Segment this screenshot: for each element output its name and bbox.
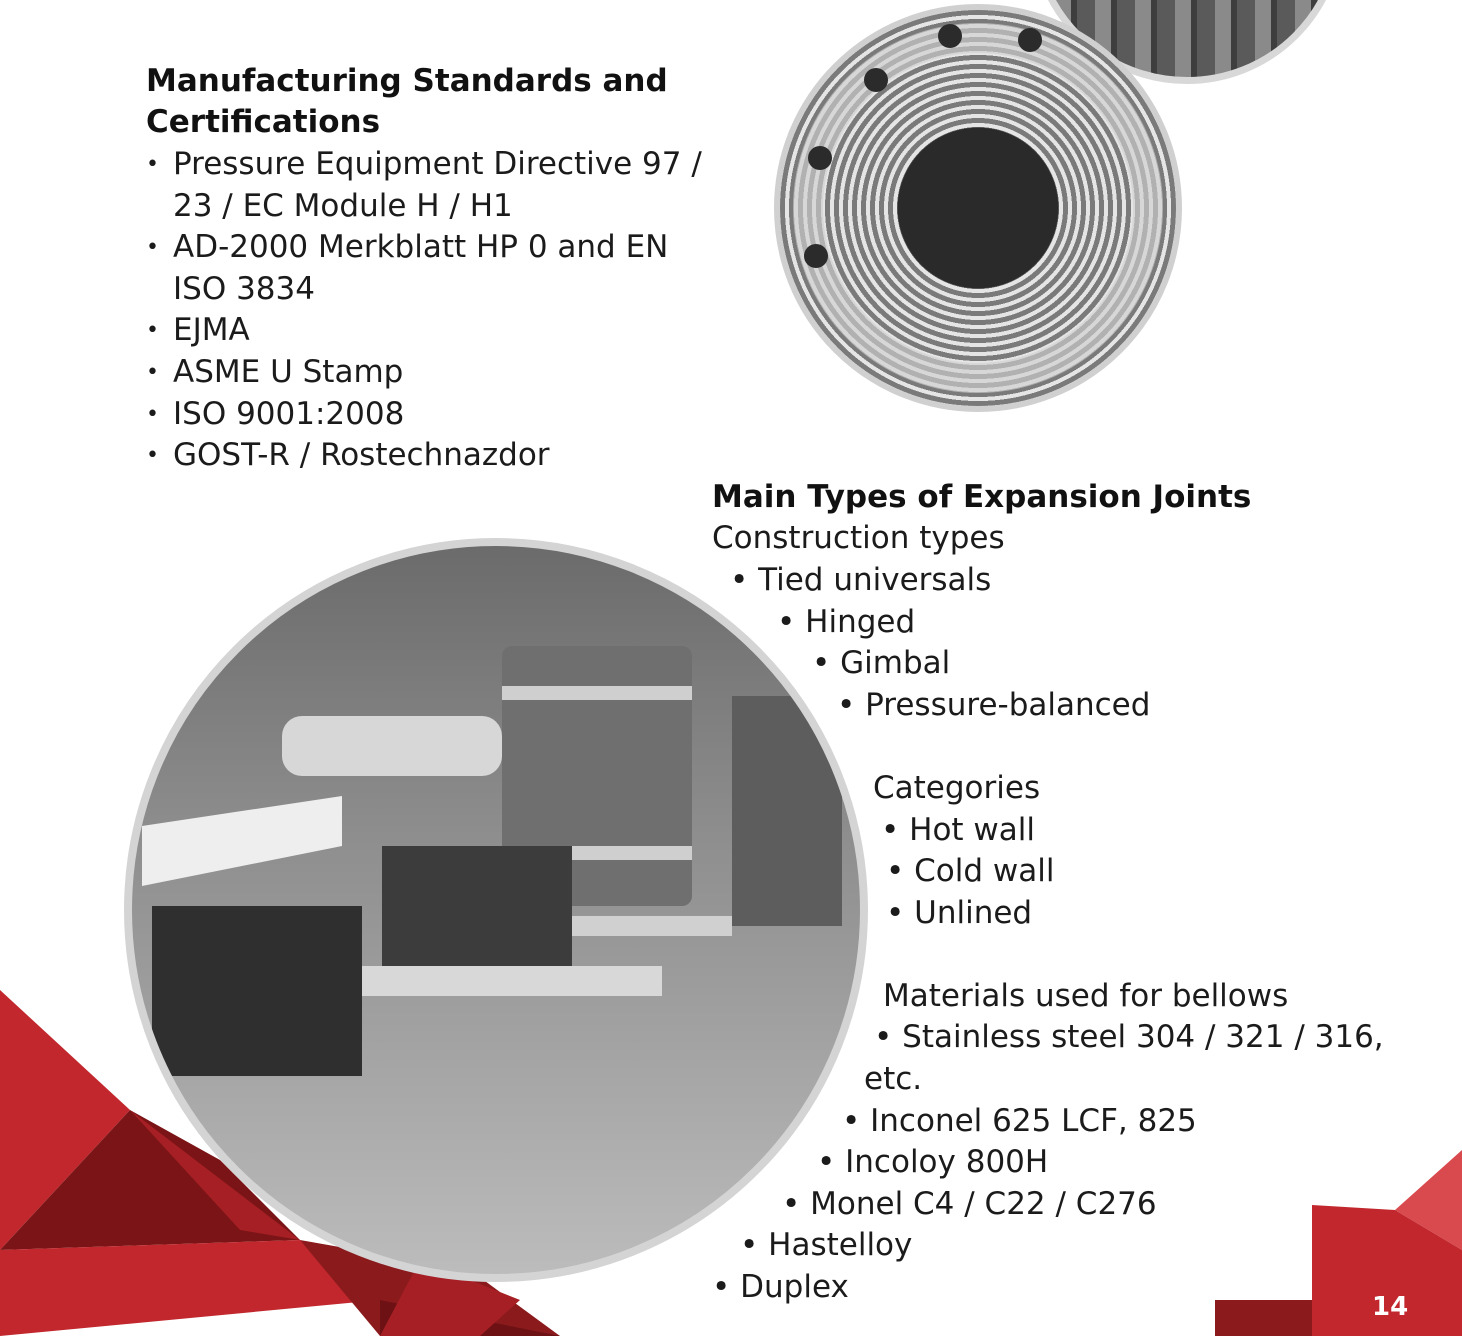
factory-expansion-joints-photo	[124, 538, 868, 1282]
material-item: • Stainless steel 304 / 321 / 316,	[874, 1019, 1384, 1055]
expansion-joints-heading: Main Types of Expansion Joints	[712, 479, 1252, 515]
flange-bolt-holes	[780, 10, 1176, 406]
factory-scene	[132, 546, 860, 1274]
certification-item: • AD-2000 Merkblatt HP 0 and EN ISO 3834	[146, 227, 726, 310]
material-item: • Incoloy 800H	[817, 1144, 1049, 1180]
category-item: • Hot wall	[881, 812, 1036, 848]
certifications-list	[146, 144, 726, 477]
material-item: • Duplex	[712, 1269, 849, 1305]
certifications-heading-line1: Manufacturing Standards and	[146, 63, 668, 99]
construction-item: • Pressure-balanced	[837, 687, 1151, 723]
category-item: • Unlined	[886, 895, 1033, 931]
categories-label: Categories	[873, 770, 1041, 806]
certification-item: • ASME U Stamp	[146, 352, 726, 394]
construction-item: • Tied universals	[730, 562, 992, 598]
bellows-flange-photo	[774, 4, 1182, 412]
page-number: 14	[1372, 1292, 1409, 1322]
material-item: • Monel C4 / C22 / C276	[782, 1186, 1157, 1222]
construction-item: • Hinged	[777, 604, 916, 640]
construction-item: • Gimbal	[812, 645, 951, 681]
certification-item: • ISO 9001:2008	[146, 394, 726, 436]
construction-types-label: Construction types	[712, 520, 1005, 556]
material-item: • Hastelloy	[740, 1227, 913, 1263]
certification-item: • Pressure Equipment Directive 97 / 23 / EC Module H / H1	[146, 144, 726, 227]
materials-label: Materials used for bellows	[883, 978, 1289, 1014]
certification-item: • GOST-R / Rostechnazdor	[146, 435, 726, 477]
certification-item: • EJMA	[146, 310, 726, 352]
material-item-continued: etc.	[864, 1061, 923, 1097]
category-item: • Cold wall	[886, 853, 1055, 889]
certifications-heading-line2: Certifications	[146, 104, 381, 140]
material-item: • Inconel 625 LCF, 825	[842, 1103, 1197, 1139]
